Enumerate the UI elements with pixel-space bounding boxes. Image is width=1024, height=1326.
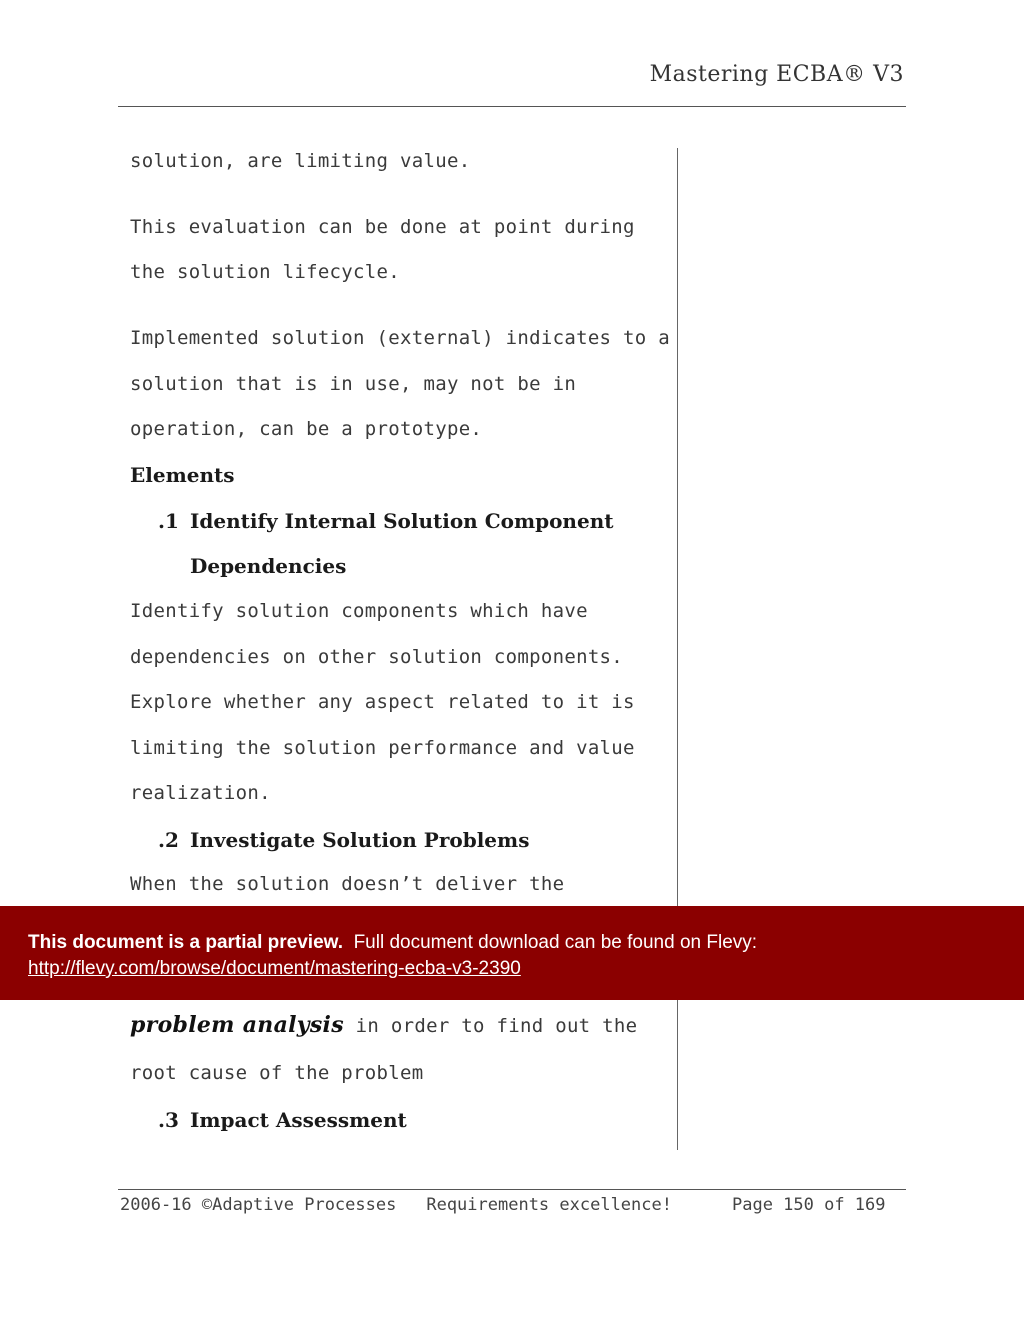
body-line-tail: in order to find out the (343, 1015, 638, 1037)
body-line: realization. (130, 782, 271, 804)
body-line: the solution lifecycle. (130, 261, 400, 283)
preview-banner (0, 906, 1024, 1000)
body-line: root cause of the problem (130, 1062, 424, 1084)
footer-page-number: Page 150 of 169 (731, 1195, 886, 1215)
emphasized-term: problem analysis (130, 1012, 344, 1038)
body-line: Explore whether any aspect related to it is (130, 691, 635, 713)
section-2-title: Investigate Solution Problems (190, 828, 530, 852)
header-divider (118, 106, 906, 107)
section-1-heading (158, 509, 613, 533)
body-line: limiting the solution performance and value (130, 737, 635, 759)
banner-bold-text: This document is a partial preview. (28, 932, 343, 953)
footer-divider (118, 1189, 906, 1190)
body-line: solution, are limiting value. (130, 150, 471, 172)
document-download-link[interactable]: http://flevy.com/browse/document/mastering-ecba-v3-2390 (28, 958, 521, 979)
body-line: solution that is in use, may not be in (130, 373, 577, 395)
body-line: Identify solution components which have (130, 600, 588, 622)
body-line (130, 1012, 637, 1038)
page-header-title: Mastering ECBA® V3 (649, 62, 904, 87)
section-2-number: .2 (158, 828, 179, 852)
body-line: operation, can be a prototype. (130, 418, 483, 440)
section-1-title-continued: Dependencies (190, 554, 347, 578)
body-line: Implemented solution (external) indicates to a (130, 327, 670, 349)
section-3-heading (158, 1108, 407, 1132)
body-line: dependencies on other solution components. (130, 646, 624, 668)
footer-copyright: 2006-16 ©Adaptive Processes (120, 1195, 397, 1215)
section-3-number: .3 (158, 1108, 179, 1132)
banner-message (28, 930, 757, 956)
elements-heading: Elements (130, 463, 235, 487)
footer-tagline: Requirements excellence! (426, 1195, 672, 1215)
banner-text: Full document download can be found on Flevy: (353, 932, 758, 953)
body-line: When the solution doesn’t deliver the (130, 873, 565, 895)
section-1-title: Identify Internal Solution Component (190, 509, 614, 533)
section-1-number: .1 (158, 509, 179, 533)
section-2-heading (158, 828, 529, 852)
page-footer (120, 1195, 886, 1215)
body-line: This evaluation can be done at point during (130, 216, 635, 238)
section-3-title: Impact Assessment (190, 1108, 407, 1132)
